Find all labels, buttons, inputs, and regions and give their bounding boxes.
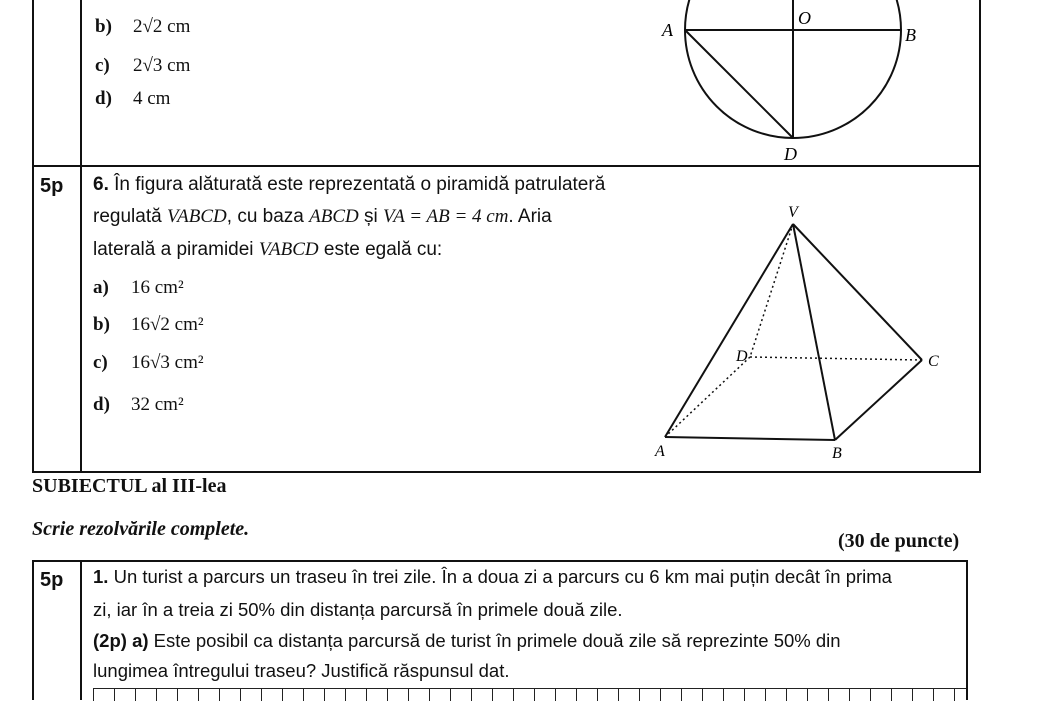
q5-label-o: O — [798, 8, 811, 28]
q6-label-a: A — [655, 443, 665, 460]
section-instruction: Scrie rezolvările complete. — [32, 518, 250, 540]
q6-option-b: b) 16√2 cm² — [93, 314, 204, 335]
q6-label-v: V — [788, 204, 798, 221]
answer-grid[interactable] — [93, 688, 966, 701]
q5-option-b: b) 2√2 cm — [95, 16, 191, 37]
table-right-border — [979, 0, 981, 472]
table-left-border — [32, 0, 34, 472]
p1-table-top-border — [32, 560, 968, 562]
p1-table-left-border — [32, 560, 34, 700]
table-column-divider — [80, 0, 82, 472]
p1-points: 5p — [40, 569, 64, 591]
q5-circle-figure — [640, 0, 940, 170]
q6-label-d: D — [736, 348, 748, 365]
p1-table-column-divider — [80, 560, 82, 700]
q6-option-c: c) 16√3 cm² — [93, 352, 204, 373]
table-bottom-border — [32, 471, 981, 473]
p1-table-right-border — [966, 560, 968, 700]
q5-label-d: D — [784, 144, 797, 164]
q6-option-d: d) 32 cm² — [93, 394, 184, 415]
q6-points: 5p — [40, 175, 64, 197]
q5-label-b: B — [905, 25, 916, 45]
q6-label-b: B — [832, 445, 842, 462]
p1-sub-a-line-1: (2p) a) Este posibil ca distanța parcursă de turist în primele două zile să reprezinte 50% din — [93, 630, 841, 651]
q5-option-d: d) 4 cm — [95, 88, 171, 109]
section-title: SUBIECTUL al III-lea — [32, 475, 227, 497]
p1-line-2: zi, iar în a treia zi 50% din distanța parcursă în primele două zile. — [93, 599, 623, 620]
p1-line-1: 1. Un turist a parcurs un traseu în trei zile. În a doua zi a parcurs cu 6 km mai puțin decât în prima — [93, 566, 892, 587]
q6-pyramid-figure — [640, 200, 960, 465]
p1-sub-a-line-2: lungimea întregului traseu? Justifică răspunsul dat. — [93, 660, 510, 681]
q6-line-3: laterală a piramidei VABCD este egală cu: — [93, 239, 443, 260]
q5-option-c: c) 2√3 cm — [95, 55, 191, 76]
q6-option-a: a) 16 cm² — [93, 277, 184, 298]
section-points: (30 de puncte) — [838, 530, 960, 552]
q6-line-1: 6. În figura alăturată este reprezentată o piramidă patrulateră — [93, 174, 606, 195]
q6-label-c: C — [928, 353, 939, 370]
q5-label-a: A — [662, 20, 673, 40]
q6-line-2: regulată VABCD, cu baza ABCD și VA = AB = 4 cm. Aria — [93, 206, 552, 227]
